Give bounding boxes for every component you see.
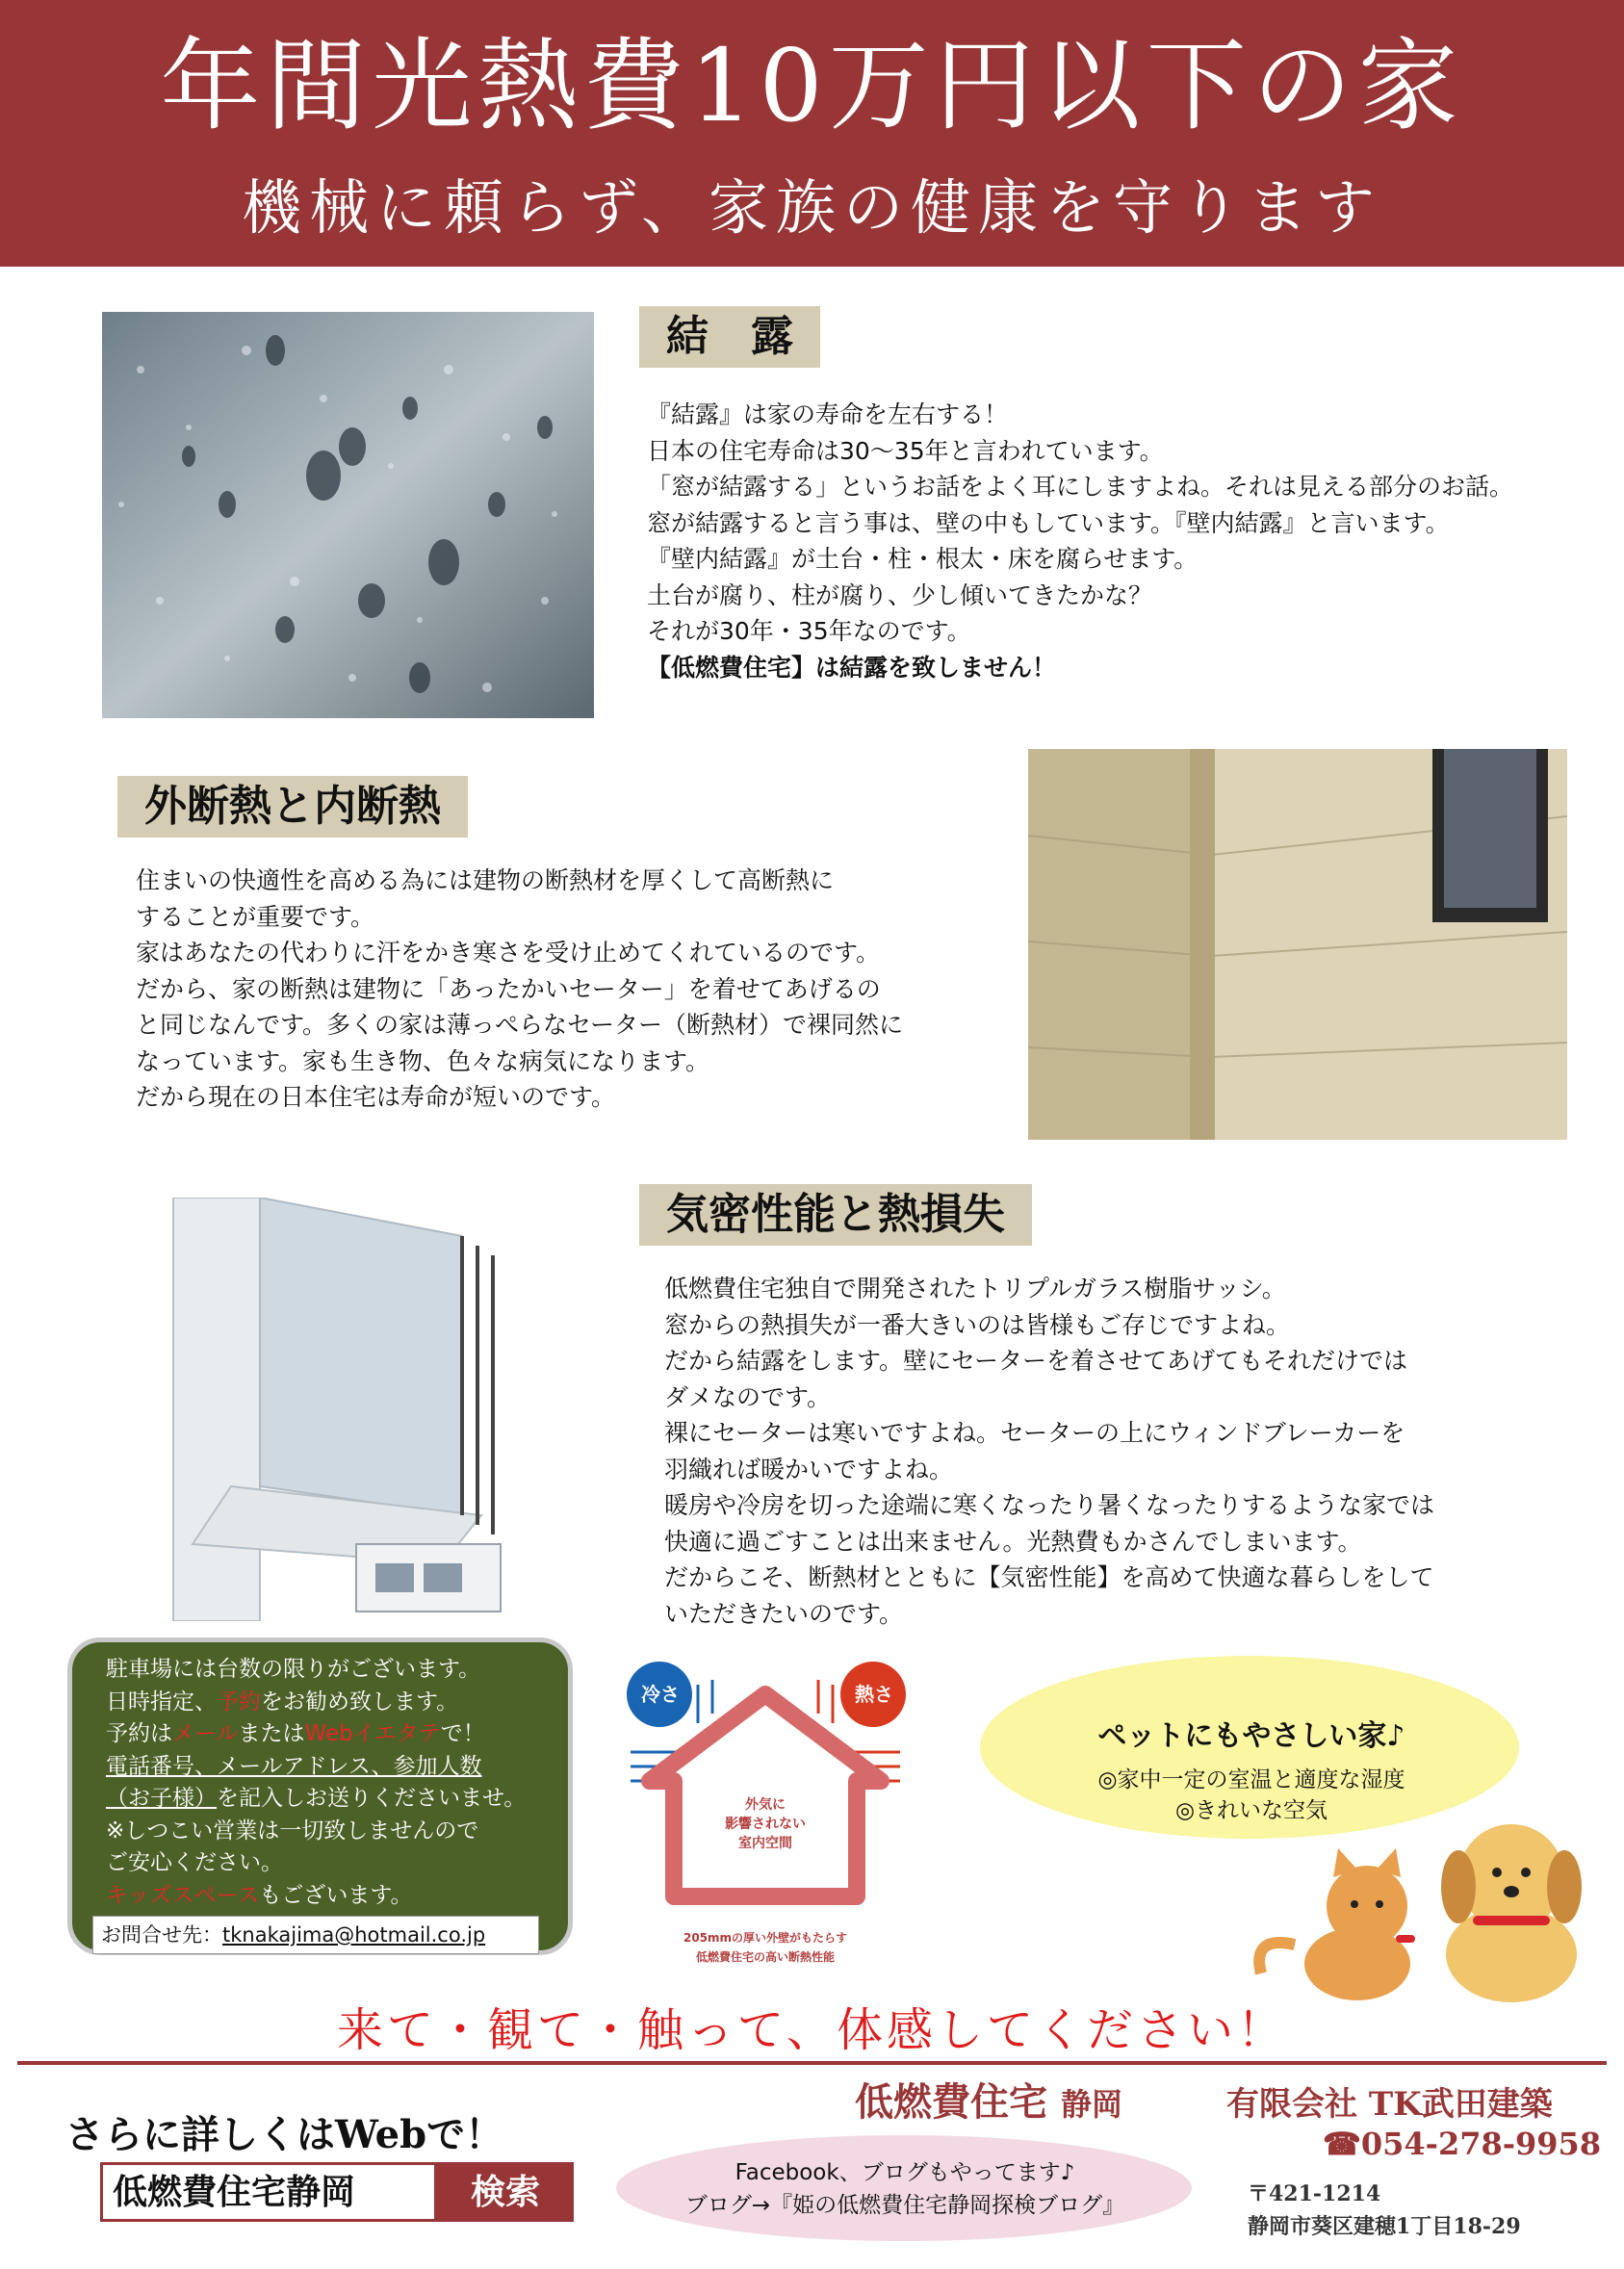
text-line: 住まいの快適性を高める為には建物の断熱材を厚くして高断熱に	[136, 866, 835, 894]
diagram-caption-2: 低燃費住宅の高い断熱性能	[695, 1950, 835, 1964]
text-line: 「窓が結露する」というお話をよく耳にしますよね。それは見える部分のお話。	[647, 473, 1514, 501]
text-line: なっています。家も生き物、色々な病気になります。	[136, 1046, 710, 1075]
window-sash-image	[135, 1198, 539, 1621]
sns-text-1: Facebook、ブログもやってます♪	[735, 2160, 1075, 2185]
postal-code: 〒421-1214	[1248, 2181, 1381, 2206]
notice-line: ご安心ください。	[106, 1850, 283, 1875]
reservation-highlight: 予約	[217, 1689, 261, 1715]
text-line: 窓からの熱損失が一番大きいのは皆様もご存じですよね。	[664, 1310, 1291, 1339]
company-name: 有限会社 TK武田建築	[1226, 2085, 1553, 2124]
pets-image	[1242, 1810, 1608, 2002]
text-line: と同じなんです。多くの家は薄っぺらなセーター（断熱材）で裸同然に	[136, 1011, 904, 1039]
brand-name: 低燃費住宅 静岡	[855, 2079, 1122, 2125]
notice-text	[106, 1654, 558, 1912]
text-line: 『壁内結露』が土台・柱・根太・床を腐らせます。	[647, 545, 1199, 573]
contact-email-link[interactable]: tknakajima@hotmail.co.jp	[222, 1923, 486, 1947]
footer-divider	[17, 2061, 1607, 2065]
water-droplets-image	[102, 312, 594, 718]
mail-highlight: メール	[172, 1721, 239, 1746]
web-ietate-highlight: Webイエタテ	[304, 1721, 441, 1746]
text-line: 日本の住宅寿命は30～35年と言われています。	[647, 436, 1164, 465]
pet-feature-1: ◎家中一定の室温と適度な湿度	[1097, 1767, 1405, 1792]
text-line: 裸にセーターは寒いですよね。セーターの上にウィンドブレーカーを	[664, 1419, 1405, 1447]
brand-location: 静岡	[1060, 2086, 1122, 2123]
kids-space-highlight: キッズスペース	[106, 1882, 260, 1908]
condensation-text	[647, 397, 1513, 685]
text-line: 土台が腐り、柱が腐り、少し傾いてきたかな？	[647, 580, 1153, 609]
text-line: 低燃費住宅独自で開発されたトリプルガラス樹脂サッシ。	[664, 1275, 1286, 1302]
page-subtitle: 機械に頼らず、家族の健康を守ります	[241, 172, 1383, 243]
blog-link[interactable]: ブログ→『姫の低燃費住宅静岡探検ブログ』	[684, 2193, 1125, 2218]
wall-corner-image	[1028, 749, 1567, 1140]
notice-line: 電話番号、メールアドレス、参加人数	[106, 1753, 482, 1779]
condensation-heading: 結 露	[639, 306, 820, 368]
heat-label: 熱さ	[855, 1683, 893, 1706]
text-line: 窓が結露すると言う事は、壁の中もしています。『壁内結露』と言います。	[647, 508, 1450, 537]
cat-and-dog-illustration	[1242, 1810, 1608, 2002]
airtight-text	[664, 1271, 1434, 1632]
text-line: だから、家の断熱は建物に「あったかいセーター」を着せてあげるの	[136, 974, 881, 1003]
search-input[interactable]: 低燃費住宅静岡	[100, 2162, 437, 2222]
diagram-caption-1: 205mmの厚い外壁がもたらす	[683, 1931, 848, 1945]
pet-title: ペットにもやさしい家♪	[1097, 1719, 1405, 1753]
notice-line: 予約はメールまたはWebイエタテで！	[106, 1721, 485, 1746]
condensation-photo	[102, 312, 594, 718]
insulation-text	[136, 863, 903, 1116]
insulation-heading: 外断熱と内断熱	[117, 776, 468, 838]
page-title: 年間光熱費10万円以下の家	[160, 27, 1464, 144]
pet-feature-2: ◎きれいな空気	[1174, 1798, 1328, 1823]
text-line: いただきたいのです。	[664, 1599, 904, 1628]
text-line: だからこそ、断熱材とともに【気密性能】を高めて快適な暮らしをして	[664, 1563, 1434, 1591]
text-line: 羽織れば暖かいですよね。	[664, 1455, 954, 1483]
text-line: 【低燃費住宅】は結露を致しません！	[647, 653, 1057, 682]
text-line: 『結露』は家の寿命を左右する！	[647, 400, 1009, 428]
text-line: だから結露をします。壁にセーターを着させてあげてもそれだけでは	[664, 1347, 1408, 1375]
notice-line: 日時指定、予約をお勧め致します。	[106, 1689, 459, 1715]
contact-label: お問合せ先：	[101, 1923, 222, 1947]
airtight-heading: 気密性能と熱損失	[639, 1184, 1032, 1246]
address: 静岡市葵区建穂1丁目18-29	[1248, 2214, 1521, 2239]
slogan: 来て・観て・触って、体感してください！	[336, 2003, 1288, 2057]
search-button[interactable]: 検索	[437, 2162, 574, 2222]
notice-line: キッズスペースもございます。	[106, 1882, 413, 1908]
triple-glass-window-photo	[135, 1198, 539, 1621]
notice-line: ※しつこい営業は一切致しませんので	[106, 1818, 479, 1844]
text-line: それが30年・35年なのです。	[647, 617, 971, 645]
cold-label: 冷さ	[641, 1683, 680, 1706]
text-line: 家はあなたの代わりに汗をかき寒さを受け止めてくれているのです。	[136, 939, 881, 967]
exterior-wall-photo	[1028, 749, 1567, 1140]
phone-icon: ☎	[1323, 2126, 1361, 2162]
contact-box	[92, 1916, 539, 1954]
notice-line: 駐車場には台数の限りがございます。	[106, 1657, 481, 1682]
text-line: ダメなのです。	[664, 1382, 832, 1411]
web-prompt: さらに詳しくはWebで！	[65, 2112, 504, 2157]
text-line: 快適に過ごすことは出来ません。光熱費もかさんでしまいます。	[664, 1527, 1362, 1556]
diagram-center-text: 外気に 影響されない 室内空間	[725, 1797, 806, 1851]
notice-line: （お子様）を記入しお送りくださいませ。	[106, 1786, 527, 1811]
text-line: することが重要です。	[136, 902, 375, 931]
text-line: 暖房や冷房を切った途端に寒くなったり暑くなったりするような家では	[664, 1491, 1435, 1519]
text-line: だから現在の日本住宅は寿命が短いのです。	[136, 1083, 616, 1111]
phone-number[interactable]: ☎054-278-9958	[1323, 2126, 1602, 2162]
